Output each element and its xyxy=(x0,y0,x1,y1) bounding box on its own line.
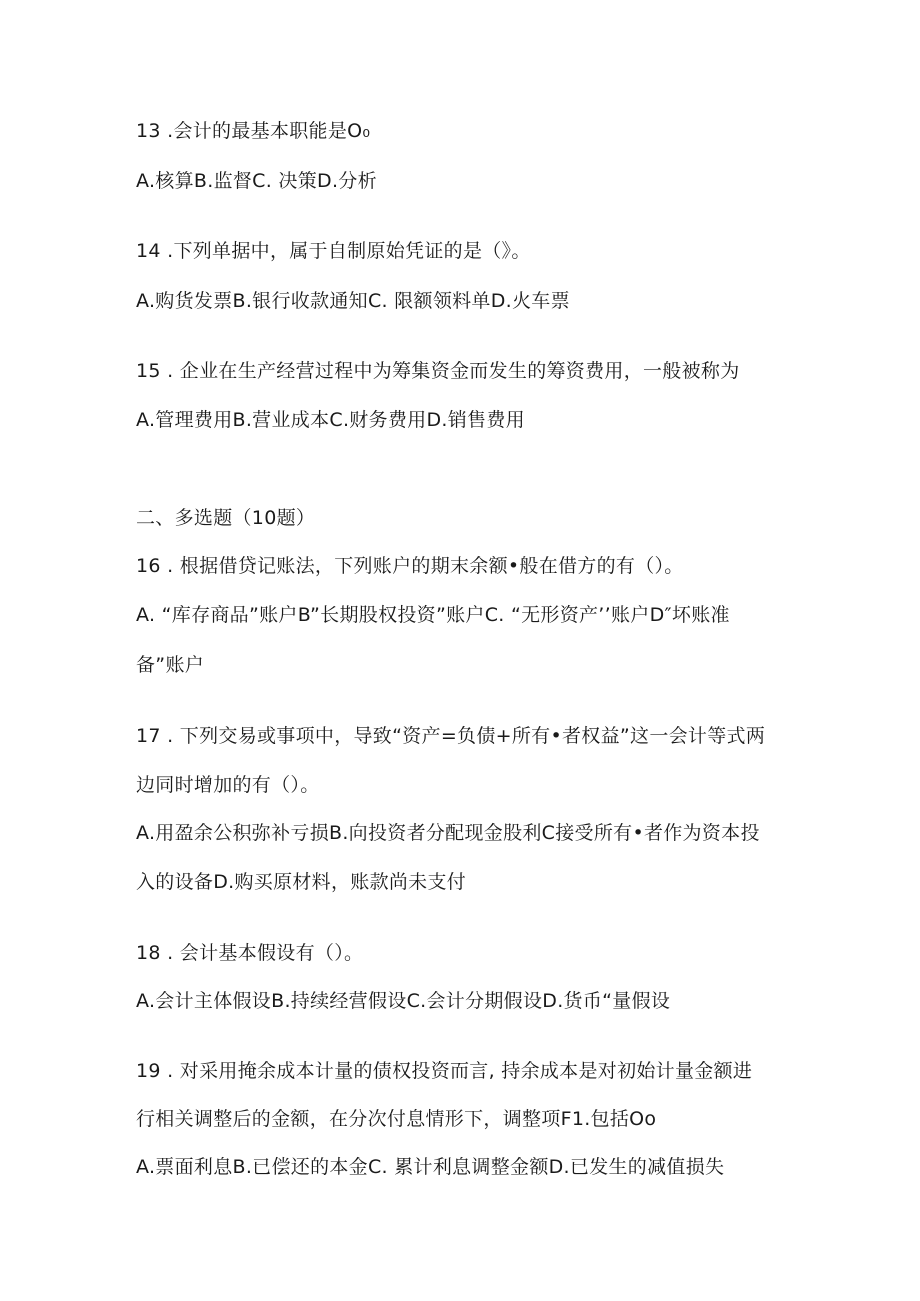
question-15-stem: 15 . 企业在生产经营过程中为筹集资金而发生的筹资费用，一般被称为 xyxy=(136,360,740,382)
question-16-options-line-1: A. “库存商品”账户B”长期股权投资”账户C. “无形资产’’账户D″坏账准 xyxy=(136,604,730,626)
question-15-options: A.管理费用B.营业成本C.财务费用D.销售费用 xyxy=(136,409,525,431)
question-16-options-line-2: 备”账户 xyxy=(136,654,205,676)
question-17-stem-line-2: 边同时增加的有（）。 xyxy=(136,774,320,796)
question-18-options: A.会计主体假设B.持续经营假设C.会计分期假设D.货币“量假设 xyxy=(136,990,671,1012)
question-19-stem-line-2: 行相关调整后的金额，在分次付息情形下，调整项F1.包括Oo xyxy=(136,1108,657,1130)
question-17-options-line-2: 入的设备D.购买原材料，账款尚未支付 xyxy=(136,871,467,893)
question-13-stem: 13 .会计的最基本职能是O₀ xyxy=(136,120,371,142)
question-13-options: A.核算B.监督C. 决策D.分析 xyxy=(136,170,377,192)
question-17-options-line-1: A.用盈余公积弥补亏损B.向投资者分配现金股利C接受所有•者作为资本投 xyxy=(136,822,760,844)
section-title: 二、多选题（10题） xyxy=(136,507,316,529)
question-18-stem: 18 . 会计基本假设有（）。 xyxy=(136,942,364,964)
question-19-stem-line-1: 19 . 对采用掩余成本计量的债权投资而言, 持余成本是对初始计量金额进 xyxy=(136,1060,753,1082)
question-16-stem: 16 . 根据借贷记账法，下列账户的期末余额•般在借方的有（）。 xyxy=(136,555,684,577)
question-17-stem-line-1: 17 . 下列交易或事项中，导致“资产=负债+所有•者权益”这一会计等式两 xyxy=(136,725,766,747)
question-19-options: A.票面利息B.已偿还的本金C. 累计利息调整金额D.已发生的减值损失 xyxy=(136,1156,725,1178)
question-14-options: A.购货发票B.银行收款通知C. 限额领料单D.火车票 xyxy=(136,290,570,312)
question-14-stem: 14 .下列单据中，属于自制原始凭证的是（》。 xyxy=(136,240,531,262)
